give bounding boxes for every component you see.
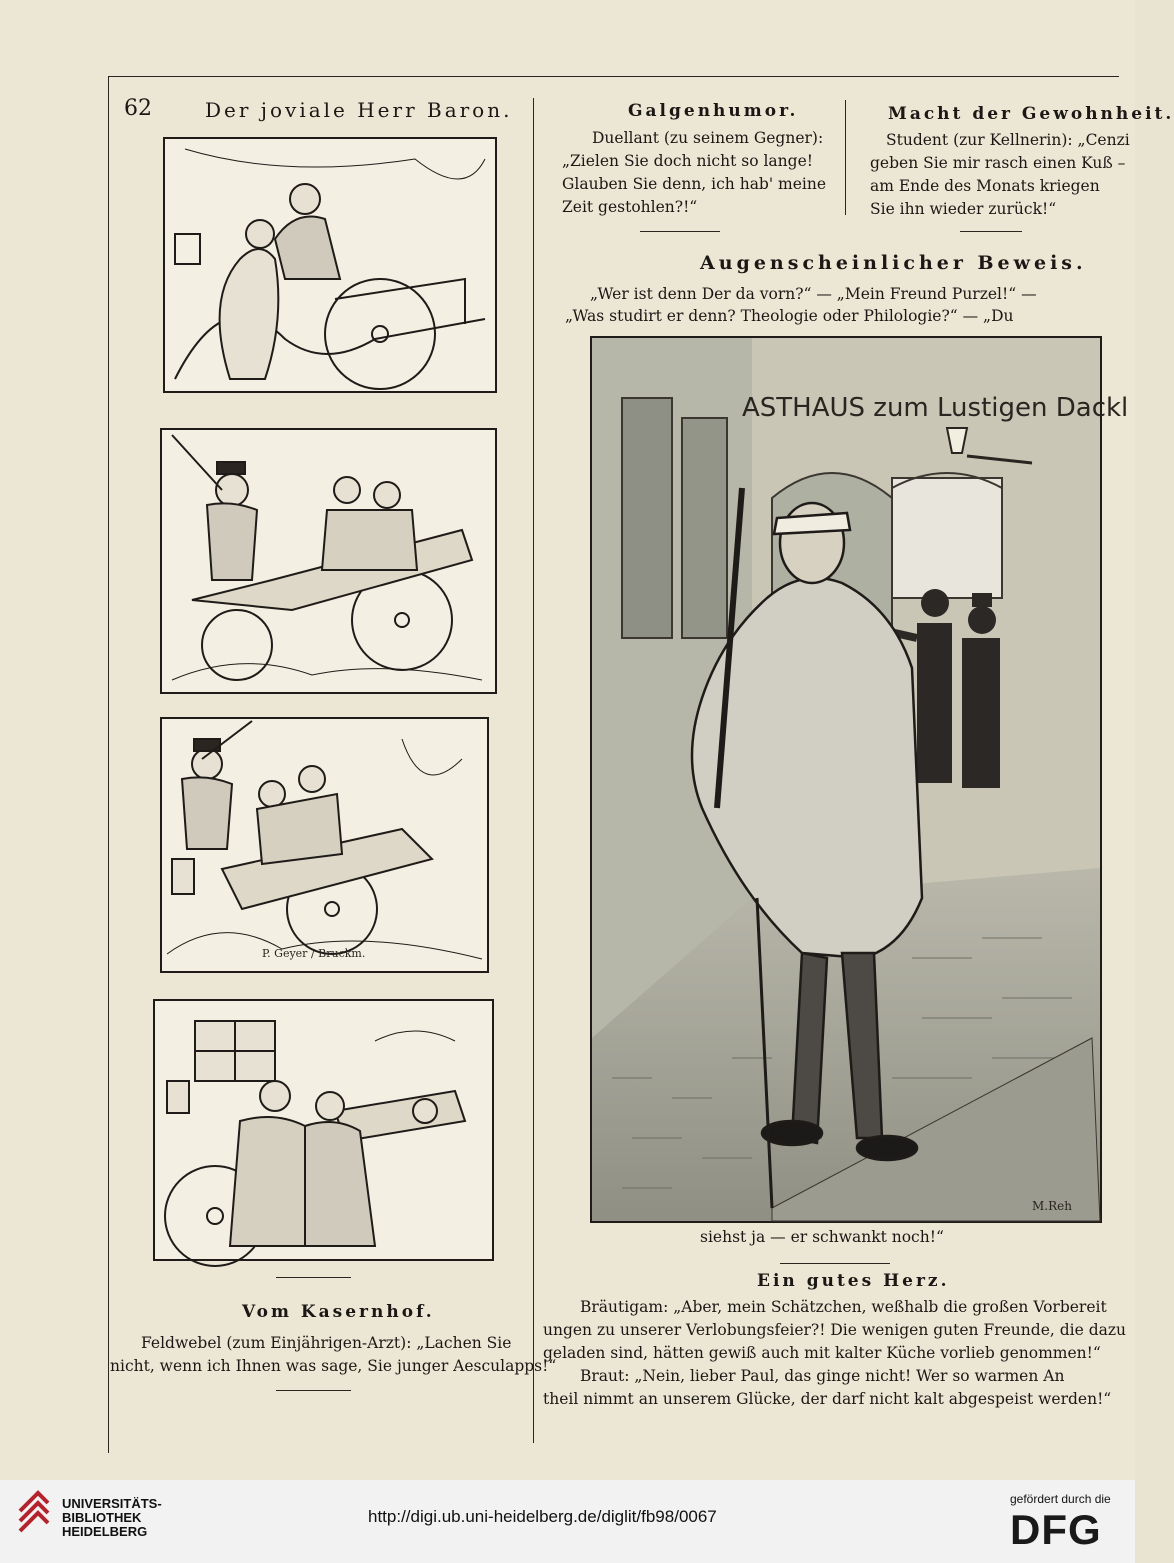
library-line-2: BIBLIOTHEK	[62, 1510, 142, 1525]
herz-line-2: ungen zu unserer Verlobungsfeier?! Die wenigen guten Freunde, die dazu	[543, 1321, 1127, 1339]
comic-panel-3	[160, 717, 489, 973]
beweis-caption: siehst ja — er schwankt noch!“	[700, 1228, 944, 1246]
herz-line-1: Bräutigam: „Aber, mein Schätzchen, weßhalb die großen Vorbereit	[580, 1298, 1107, 1316]
herz-line-3: geladen sind, hätten gewiß auch mit kalter Küche vorlieb genommen!“	[543, 1344, 1101, 1362]
library-line-1: UNIVERSITÄTS-	[62, 1496, 162, 1511]
page-number: 62	[124, 96, 152, 121]
beweis-line-1: „Wer ist denn Der da vorn?“ — „Mein Freund Purzel!“ —	[590, 285, 1037, 303]
herz-line-5: theil nimmt an unserem Glücke, der darf nicht kalt abgespeist werden!“	[543, 1390, 1112, 1408]
kasernhof-line-2: nicht, wenn ich Ihnen was sage, Sie junger Aesculapps!“	[110, 1357, 557, 1375]
artist-signature: M.Reh	[1032, 1199, 1072, 1213]
inn-sign-text: ASTHAUS zum Lustigen Dackl	[742, 393, 1129, 423]
galgen-line-1: Duellant (zu seinem Gegner):	[592, 129, 824, 147]
macht-line-4: Sie ihn wieder zurück!“	[870, 200, 1057, 218]
separator	[640, 231, 720, 232]
kasernhof-title: Vom Kasernhof.	[242, 1302, 435, 1322]
street-illustration	[590, 336, 1129, 1223]
kasernhof-line-1: Feldwebel (zum Einjährigen-Arzt): „Lachen Sie	[141, 1334, 512, 1352]
galgen-title: Galgenhumor.	[628, 101, 799, 121]
library-name	[62, 1497, 162, 1539]
beweis-line-2: „Was studirt er denn? Theologie oder Philologie?“ — „Du	[565, 307, 1014, 325]
herz-line-4: Braut: „Nein, lieber Paul, das ginge nicht! Wer so warmen An	[580, 1367, 1065, 1385]
column-rule	[533, 98, 534, 1443]
beweis-title: Augenscheinlicher Beweis.	[700, 252, 1087, 274]
galgen-line-2: „Zielen Sie doch nicht so lange!	[562, 152, 813, 170]
macht-title: Macht der Gewohnheit.	[888, 104, 1174, 124]
separator	[780, 1263, 890, 1264]
comic-panel-4	[153, 999, 494, 1261]
separator	[960, 231, 1022, 232]
separator	[276, 1390, 351, 1391]
macht-line-3: am Ende des Monats kriegen	[870, 177, 1100, 195]
dfg-logo: DFG	[1010, 1506, 1102, 1553]
macht-line-1: Student (zur Kellnerin): „Cenzi	[886, 131, 1130, 149]
comic-panel-2	[160, 428, 497, 694]
column-rule-top-right	[845, 100, 846, 215]
source-url-link[interactable]: http://digi.ub.uni-heidelberg.de/diglit/fb98/0067	[368, 1507, 717, 1526]
galgen-line-3: Glauben Sie denn, ich hab' meine	[562, 175, 827, 193]
galgen-line-4: Zeit gestohlen?!“	[562, 198, 698, 216]
running-head: Der joviale Herr Baron.	[205, 98, 513, 122]
separator	[276, 1277, 351, 1278]
herz-title: Ein gutes Herz.	[757, 1271, 950, 1291]
ub-logo-icon	[14, 1481, 54, 1535]
comic-panel-1	[163, 137, 497, 393]
macht-line-2: geben Sie mir rasch einen Kuß –	[870, 154, 1126, 172]
library-line-3: HEIDELBERG	[62, 1524, 148, 1539]
panel-signature: P. Geyer / Bruckm.	[262, 947, 366, 960]
funded-by-label: gefördert durch die	[1010, 1492, 1111, 1506]
